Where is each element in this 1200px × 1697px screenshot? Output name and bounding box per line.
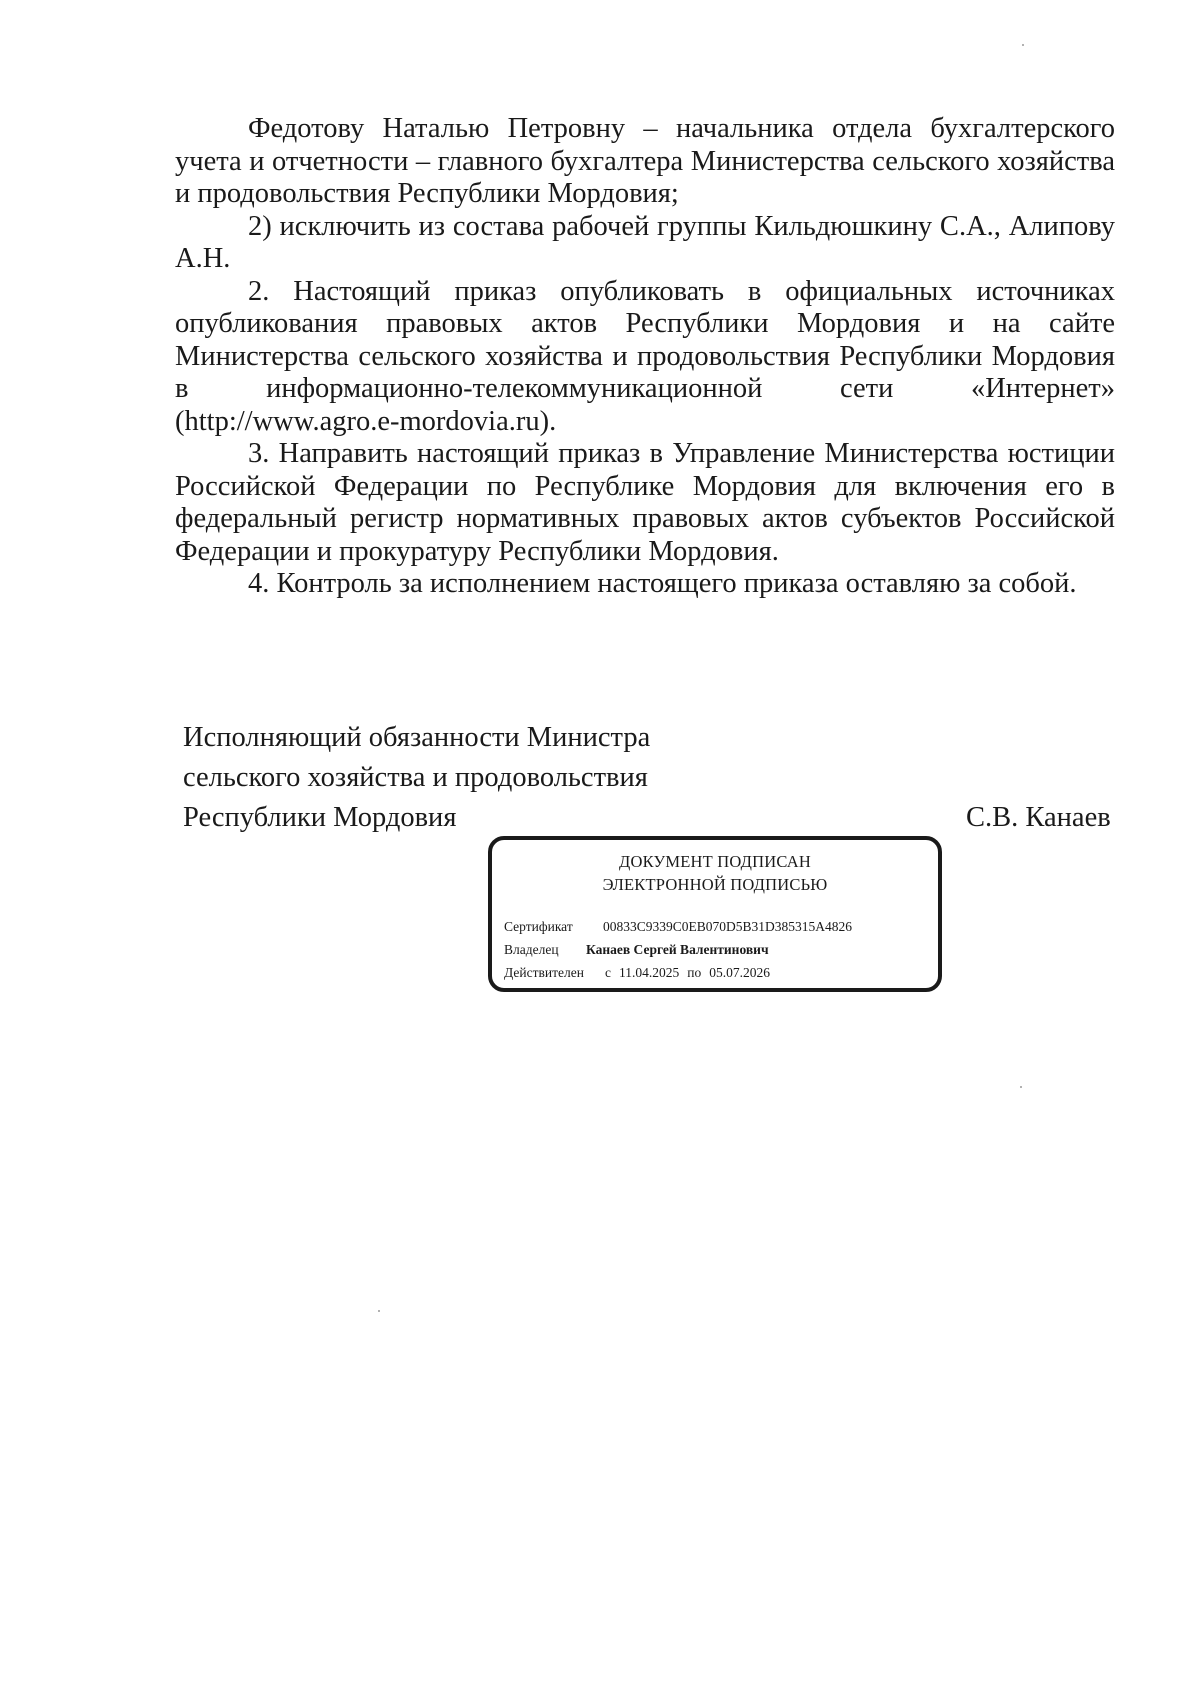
paragraph-fedotova: Федотову Наталью Петровну – начальника отдела бухгалтерского учета и отчетности – главного бухгалтера Министерства сельского хозяйства и продовольствия Республики Мордовия;	[175, 113, 1115, 209]
scan-speck	[378, 1310, 380, 1312]
stamp-validity-row	[504, 964, 770, 982]
paragraph-control: 4. Контроль за исполнением настоящего приказа оставляю за собой.	[248, 568, 1077, 599]
signatory-name: С.В. Канаев	[966, 802, 1111, 833]
stamp-heading-line: ДОКУМЕНТ ПОДПИСАН	[619, 852, 811, 871]
paragraph-ministry-of-justice: 3. Направить настоящий приказ в Управление Министерства юстиции Российской Федерации по Республике Мордовия для включения его в федеральный регистр нормативных правовых актов субъектов Российской Федерации и прокуратуру Республики Мордовия.	[175, 438, 1115, 567]
stamp-owner-label: Владелец	[504, 942, 559, 957]
signatory-position-line: Исполняющий обязанности Министра	[183, 722, 651, 753]
stamp-certificate-value: 00833C9339C0EB070D5B31D385315A4826	[603, 919, 853, 934]
stamp-validity-label: Действителен	[504, 965, 584, 980]
stamp-certificate-label: Сертификат	[504, 919, 573, 934]
stamp-valid-from-prefix: с	[605, 965, 611, 980]
order-body	[175, 113, 1115, 601]
scan-speck	[1020, 1086, 1022, 1088]
stamp-valid-to-prefix: по	[687, 965, 702, 980]
stamp-certificate-row	[504, 918, 852, 936]
stamp-heading	[492, 850, 938, 896]
paragraph-publication: 2. Настоящий приказ опубликовать в официальных источниках опубликования правовых актов Республики Мордовия и на сайте Министерства сельского хозяйства и продовольствия Республики Мордовия в информационно-телекоммуникационной сети «Интернет» (http://www.agro.e-mordovia.ru).	[175, 275, 1115, 437]
stamp-owner-row	[504, 941, 769, 959]
stamp-owner-value: Канаев Сергей Валентинович	[586, 942, 769, 957]
stamp-valid-to: 05.07.2026	[709, 965, 770, 980]
paragraph-exclude-members: 2) исключить из состава рабочей группы Кильдюшкину С.А., Алипову А.Н.	[175, 210, 1115, 274]
signatory-position-line: сельского хозяйства и продовольствия	[183, 762, 648, 793]
signatory-position	[183, 718, 723, 838]
scan-speck	[1022, 44, 1024, 46]
stamp-valid-from: 11.04.2025	[619, 965, 680, 980]
electronic-signature-stamp	[488, 836, 942, 992]
signatory-position-line: Республики Мордовия	[183, 802, 457, 833]
stamp-heading-line: ЭЛЕКТРОННОЙ ПОДПИСЬЮ	[602, 875, 828, 894]
